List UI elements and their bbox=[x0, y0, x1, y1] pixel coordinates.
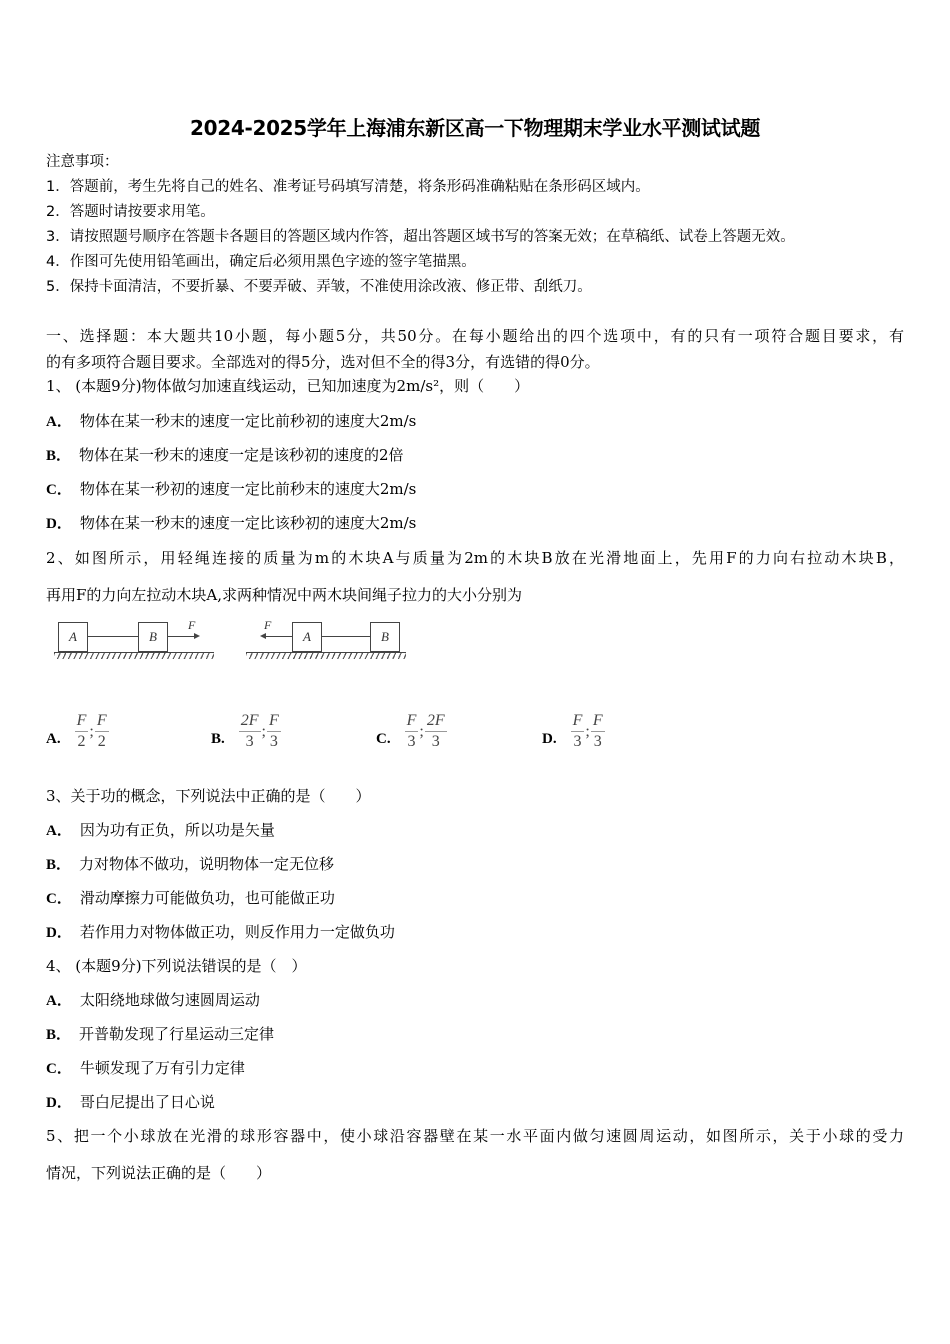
option-a bbox=[46, 411, 416, 432]
option-label: D． bbox=[46, 1095, 72, 1111]
option-c bbox=[46, 1058, 245, 1079]
force-label: F bbox=[264, 618, 272, 632]
fraction-answer bbox=[239, 711, 281, 752]
denominator: 3 bbox=[593, 733, 602, 750]
option-b bbox=[46, 854, 334, 875]
numerator: 2F bbox=[426, 712, 445, 729]
denominator: 2 bbox=[97, 733, 106, 750]
numerator: F bbox=[76, 712, 87, 729]
section-line: 一、选择题：本大题共10小题，每小题5分，共50分。在每小题给出的四个选项中，有的只有一项符合题目要求，有 bbox=[46, 327, 904, 345]
option-c bbox=[46, 479, 416, 500]
fraction-answer bbox=[405, 711, 447, 752]
option-a bbox=[46, 820, 275, 841]
notes-heading: 注意事项： bbox=[46, 154, 119, 170]
option-d bbox=[542, 700, 605, 752]
denominator: 3 bbox=[431, 733, 440, 750]
block-a: A bbox=[58, 622, 88, 652]
note-item: 2．答题时请按要求用笔。 bbox=[46, 204, 215, 220]
option-label: D. bbox=[542, 731, 557, 747]
diagram-pull-left bbox=[246, 618, 408, 662]
option-text: 滑动摩擦力可能做负功，也可能做正功 bbox=[79, 889, 335, 907]
question-stem: 5、把一个小球放在光滑的球形容器中，使小球沿容器壁在某一水平面内做匀速圆周运动，如图所示，关于小球的受力 bbox=[46, 1127, 904, 1145]
numerator: F bbox=[269, 712, 279, 729]
separator: ; bbox=[89, 722, 94, 740]
question-stem: 4、 (本题9分)下列说法错误的是（ ） bbox=[46, 957, 307, 975]
option-c bbox=[376, 700, 447, 752]
option-b bbox=[46, 1024, 274, 1045]
exam-title: 2024-2025学年上海浦东新区高一下物理期末学业水平测试试题 bbox=[189, 116, 761, 140]
question-stem: 3、关于功的概念，下列说法中正确的是（ ） bbox=[46, 787, 371, 805]
numerator: F bbox=[406, 712, 417, 729]
numerator: F bbox=[572, 712, 583, 729]
rope bbox=[88, 636, 138, 637]
block-b: B bbox=[138, 622, 168, 652]
rope bbox=[322, 636, 372, 637]
question-stem: 再用F的力向左拉动木块A,求两种情况中两木块间绳子拉力的大小分别为 bbox=[46, 586, 523, 604]
separator: ; bbox=[261, 722, 266, 740]
note-item: 1．答题前，考生先将自己的姓名、准考证号码填写清楚，将条形码准确粘贴在条形码区域内。 bbox=[46, 179, 650, 195]
option-text: 物体在某一秒末的速度一定是该秒初的速度的2倍 bbox=[79, 446, 404, 464]
option-c bbox=[46, 888, 335, 909]
separator: ; bbox=[585, 722, 590, 740]
force-label: F bbox=[188, 618, 196, 632]
ground-hatch bbox=[54, 653, 214, 659]
option-text: 力对物体不做功，说明物体一定无位移 bbox=[79, 855, 335, 873]
option-label: B． bbox=[46, 857, 72, 873]
numerator: F bbox=[96, 712, 107, 729]
separator: ; bbox=[419, 722, 424, 740]
option-b bbox=[211, 700, 281, 752]
denominator: 3 bbox=[407, 733, 416, 750]
numerator: F bbox=[592, 712, 603, 729]
option-text: 太阳绕地球做匀速圆周运动 bbox=[79, 991, 260, 1009]
option-text: 哥白尼提出了日心说 bbox=[79, 1093, 215, 1111]
block-b: B bbox=[370, 622, 400, 652]
option-d bbox=[46, 922, 395, 943]
denominator: 3 bbox=[245, 733, 254, 750]
note-item: 4．作图可先使用铅笔画出，确定后必须用黑色字迹的签字笔描黑。 bbox=[46, 254, 476, 270]
option-label: B. bbox=[211, 731, 225, 747]
ground-hatch bbox=[246, 653, 406, 659]
option-label: C． bbox=[46, 1061, 72, 1077]
force-arrow-left-icon bbox=[262, 636, 292, 637]
numerator: 2F bbox=[240, 712, 259, 729]
question-stem: 2、如图所示，用轻绳连接的质量为m的木块A与质量为2m的木块B放在光滑地面上，先用F的力向右拉动木块B， bbox=[46, 549, 904, 567]
option-label: A. bbox=[46, 731, 61, 747]
option-label: B． bbox=[46, 448, 72, 464]
note-item: 3．请按照题号顺序在答题卡各题目的答题区域内作答，超出答题区域书写的答案无效；在草稿纸、试卷上答题无效。 bbox=[46, 229, 795, 245]
option-label: A． bbox=[46, 993, 72, 1009]
option-a bbox=[46, 990, 260, 1011]
option-b bbox=[46, 445, 404, 466]
question-stem: 情况，下列说法正确的是（ ） bbox=[46, 1164, 272, 1182]
option-label: D． bbox=[46, 516, 72, 532]
option-label: D． bbox=[46, 925, 72, 941]
diagram-pull-right bbox=[54, 618, 216, 662]
section-line: 的有多项符合题目要求。全部选对的得5分，选对但不全的得3分，有选错的得0分。 bbox=[46, 353, 600, 371]
denominator: 3 bbox=[573, 733, 582, 750]
option-d bbox=[46, 513, 416, 534]
option-label: C. bbox=[376, 731, 391, 747]
option-text: 因为功有正负，所以功是矢量 bbox=[79, 821, 275, 839]
option-label: A． bbox=[46, 414, 72, 430]
option-label: A． bbox=[46, 823, 72, 839]
block-a: A bbox=[292, 622, 322, 652]
option-text: 物体在某一秒末的速度一定比前秒初的速度大2m/s bbox=[79, 412, 417, 430]
option-d bbox=[46, 1092, 215, 1113]
force-arrow-right-icon bbox=[168, 636, 198, 637]
option-label: C． bbox=[46, 891, 72, 907]
option-text: 开普勒发现了行星运动三定律 bbox=[79, 1025, 275, 1043]
question-stem: 1、 (本题9分)物体做匀加速直线运动，已知加速度为2m/s²，则（ ） bbox=[46, 377, 530, 395]
fraction-answer bbox=[75, 711, 109, 752]
note-item: 5．保持卡面清洁，不要折暴、不要弄破、弄皱，不准使用涂改液、修正带、刮纸刀。 bbox=[46, 279, 592, 295]
denominator: 2 bbox=[77, 733, 86, 750]
denominator: 3 bbox=[269, 733, 278, 750]
option-label: B． bbox=[46, 1027, 72, 1043]
option-text: 物体在某一秒末的速度一定比该秒初的速度大2m/s bbox=[79, 514, 417, 532]
fraction-answer bbox=[571, 711, 605, 752]
option-text: 牛顿发现了万有引力定律 bbox=[79, 1059, 245, 1077]
option-text: 物体在某一秒初的速度一定比前秒末的速度大2m/s bbox=[79, 480, 417, 498]
option-label: C． bbox=[46, 482, 72, 498]
option-a bbox=[46, 700, 109, 752]
option-text: 若作用力对物体做正功，则反作用力一定做负功 bbox=[79, 923, 395, 941]
